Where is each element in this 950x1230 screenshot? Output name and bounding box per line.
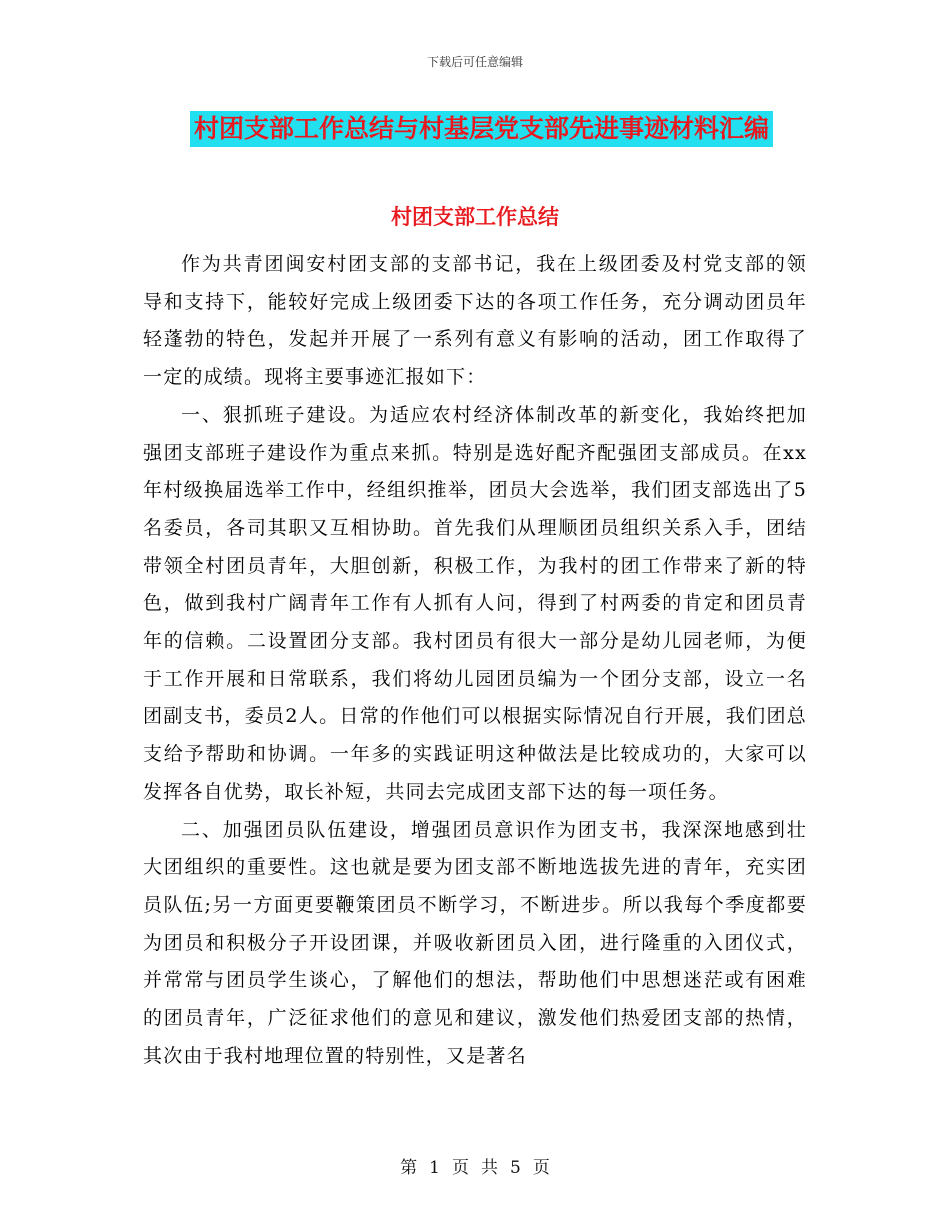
section-title: 村团支部工作总结 [391,205,559,229]
body-text [143,246,807,1075]
main-title: 村团支部工作总结与村基层党支部先进事迹材料汇编 [190,111,773,147]
paragraph-intro: 作为共青团闽安村团支部的支部书记，我在上级团委及村党支部的领导和支持下，能较好完成上级团委下达的各项工作任务，充分调动团员年轻蓬勃的特色，发起并开展了一系列有意义有影响的活动，团工作取得了一定的成绩。现将主要事迹汇报如下： [143,253,807,389]
footer-prefix: 第 [400,1158,418,1178]
paragraph-team-building: 一、狠抓班子建设。为适应农村经济体制改革的新变化，我始终把加强团支部班子建设作为重点来抓。特别是选好配齐配强团支部成员。在xx年村级换届选举工作中，经组织推举，团员大会选举，我们团支部选出了5名委员，各司其职又互相协助。首先我们从理顺团员组织关系入手，团结带领全村团员青年，大胆创新，积极工作，为我村的团工作带来了新的特色，做到我村广阔青年工作有人抓有人问，得到了村两委的肯定和团员青年的信赖。二设置团分支部。我村团员有很大一部分是幼儿园老师，为便于工作开展和日常联系，我们将幼儿园团员编为一个团分支部，设立一名团副支书，委员2人。日常的作他们可以根据实际情况自行开展，我们团总支给予帮助和协调。一年多的实践证明这种做法是比较成功的，大家可以发挥各自优势，取长补短，共同去完成团支部下达的每一项任务。 [143,403,807,803]
footer-page-current: 1 [429,1158,440,1178]
paragraph-member-building: 二、加强团员队伍建设，增强团员意识作为团支书，我深深地感到壮大团组织的重要性。这也就是要为团支部不断地选拔先进的青年，充实团员队伍;另一方面更要鞭策团员不断学习，不断进步。所以我每个季度都要为团员和积极分子开设团课，并吸收新团员入团，进行隆重的入团仪式，并常常与团员学生谈心，了解他们的想法，帮助他们中思想迷茫或有困难的团员青年，广泛征求他们的意见和建议，激发他们热爱团支部的热情，其次由于我村地理位置的特别性，又是著名 [143,818,807,1067]
page-footer [0,1153,950,1178]
main-title-container [190,111,810,147]
footer-total-prefix: 共 [481,1158,498,1178]
footer-mid: 页 [452,1158,469,1178]
header-note: 下载后可任意编辑 [426,55,523,69]
footer-page-total: 5 [510,1158,521,1178]
footer-suffix: 页 [532,1158,550,1178]
